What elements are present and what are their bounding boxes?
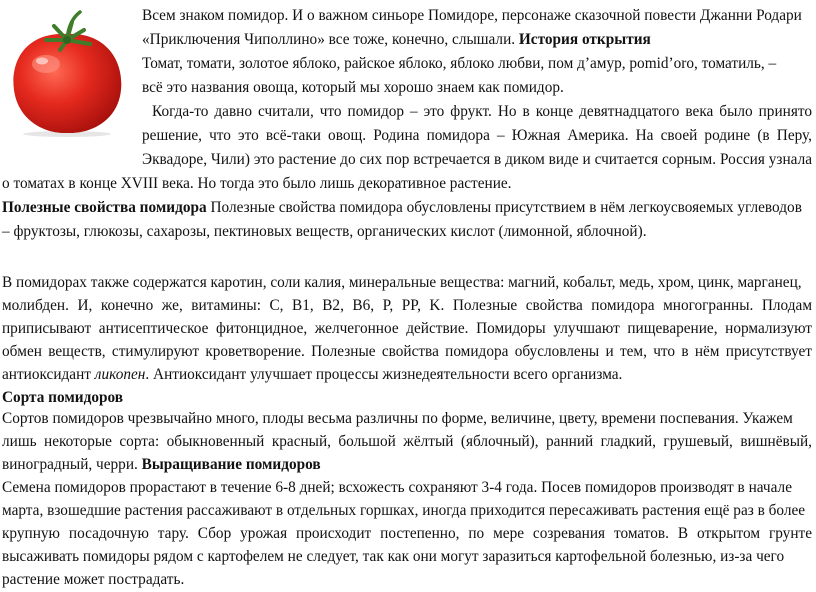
intro-line-3: Томат, томати, золотое яблоко, райское яблоко, яблоко любви, пом д’амур, pomid’oro, томатиль, –	[142, 55, 777, 72]
growing-line-3: крупную посадочную тару. Сбор урожая происходит постепенно, по мере созревания томатов. В открытом грунте	[2, 525, 812, 542]
varieties-line-1: Сортов помидоров чрезвычайно много, плоды весьма различны по форме, величине, цвету, времени поспевания. Укажем	[2, 410, 793, 427]
history-heading: История открытия	[518, 31, 651, 48]
varieties-heading: Сорта помидоров	[2, 389, 124, 406]
benefits-text: Полезные свойства помидора обусловлены присутствием в нём легкоусвояемых углеводов	[206, 199, 802, 216]
benefits-p2-line-4: обмен веществ, стимулируют кроветворение. Полезные свойства помидора обусловлены и тем, что в нём присутствует	[2, 343, 812, 360]
antioxidant-rest: . Антиоксидант улучшает процессы жизнедеятельности всего организма.	[145, 366, 623, 383]
benefits-line-2: – фруктозы, глюкозы, сахарозы, пектиновых веществ, органических кислот (лимонной, яблочной).	[2, 223, 647, 240]
varieties-text: виноградный, черри.	[2, 456, 142, 473]
intro-line-8: о томатах в конце XVIII века. Но тогда это было лишь декоративное растение.	[2, 175, 512, 192]
growing-line-5: растение может пострадать.	[2, 571, 185, 588]
intro-line-5: Когда-то давно считали, что помидор – это фрукт. Но в конце девятнадцатого века было принято	[152, 103, 812, 120]
intro-line-2	[142, 28, 651, 52]
lycopene-term: ликопен	[94, 366, 146, 383]
growing-line-4: высаживать помидоры рядом с картофелем не следует, так как они могут заразиться картофельной болезнью, из-за чего	[2, 548, 785, 565]
intro-line-7: Эквадоре, Чили) это растение до сих пор встречается в диком виде и считается сорным. Россия узнала	[142, 151, 812, 168]
benefits-p2-line-5	[2, 363, 622, 387]
intro-text: «Приключения Чиполлино» все тоже, конечно, слышали.	[142, 31, 519, 48]
growing-line-2: марта, взошедшие растения рассаживают в отдельных горшках, иногда приходится пересаживать растения ещё раз в более	[2, 502, 806, 519]
antioxidant-text: антиоксидант	[2, 366, 95, 383]
tomato-icon	[6, 6, 128, 138]
growing-line-1: Семена помидоров прорастают в течение 6-8 дней; всхожесть сохраняют 3-4 года. Посев помидоров производят в начале	[2, 479, 792, 496]
varieties-line-3	[2, 453, 321, 477]
benefits-heading: Полезные свойства помидора	[2, 199, 207, 216]
growing-heading: Выращивание помидоров	[141, 456, 321, 473]
intro-line-1: Всем знаком помидор. И о важном синьоре Помидоре, персонаже сказочной повести Джанни Родари	[142, 7, 802, 24]
benefits-p2-line-1: В помидорах также содержатся каротин, соли калия, минеральные вещества: магний, кобальт, медь, хром, цинк, марганец,	[2, 274, 802, 291]
intro-line-4: всё это названия овоща, который мы хорошо знаем как помидор.	[142, 79, 564, 96]
benefits-p2-line-3: приписывают антисептическое фитонцидное, желчегонное действие. Помидоры улучшают пищеварение, нормализуют	[2, 320, 812, 337]
benefits-p2-line-2: молибден. И, конечно же, витамины: С, B1, B2, B6, P, PP, K. Полезные свойства помидора многогранны. Плодам	[2, 297, 812, 314]
intro-line-6: решение, что это всё-таки овощ. Родина помидора – Южная Америка. На своей родине (в Перу,	[142, 127, 812, 144]
benefits-line-1	[2, 196, 802, 220]
varieties-line-2: лишь некоторые сорта: обыкновенный красный, большой жёлтый (яблочный), ранний гладкий, грушевый, вишнёвый,	[2, 433, 812, 450]
